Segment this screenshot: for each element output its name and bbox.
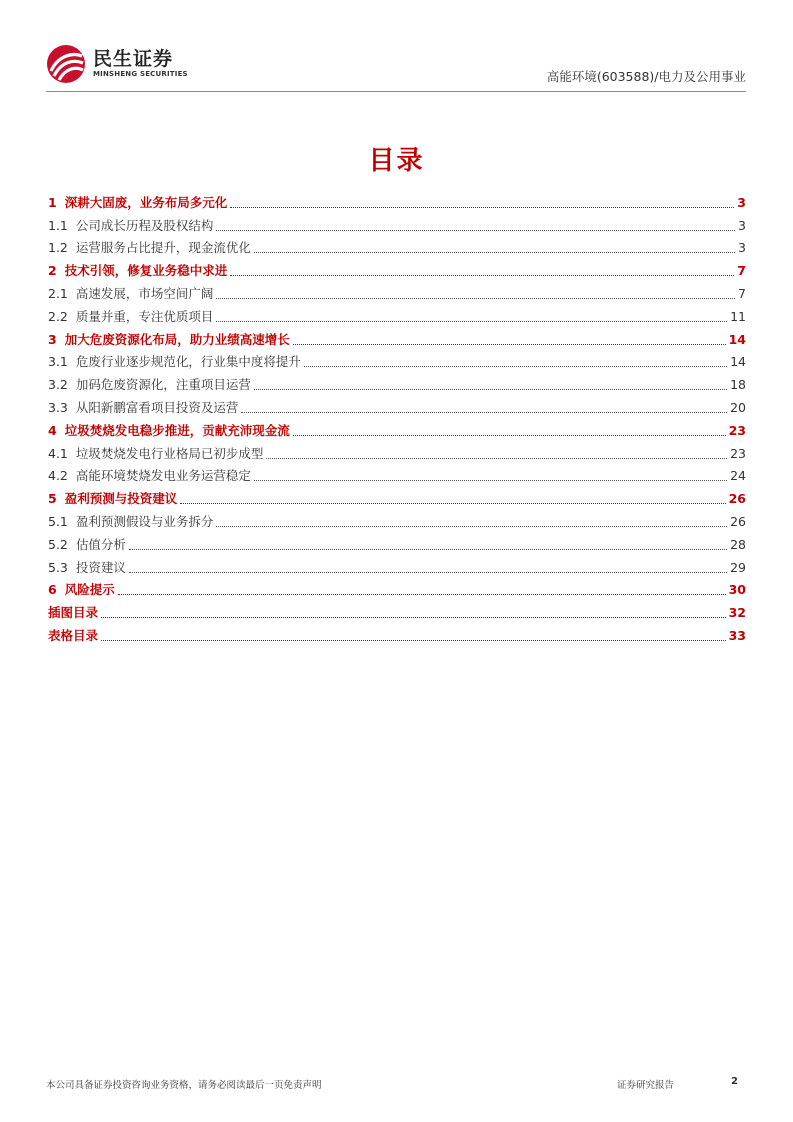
toc-entry-section[interactable] <box>48 532 746 555</box>
table-of-contents <box>48 190 746 646</box>
toc-entry-label <box>48 514 213 532</box>
toc-dot-leader <box>101 617 726 618</box>
toc-entry-number: 1.2 <box>48 240 68 256</box>
toc-entry-page: 20 <box>730 399 746 415</box>
toc-entry-text: 插图目录 <box>48 605 99 621</box>
toc-entry-section[interactable] <box>48 372 746 395</box>
toc-entry-number: 3.1 <box>48 354 68 370</box>
toc-entry-text: 高能环境焚烧发电业务运营稳定 <box>75 468 251 484</box>
toc-entry-label <box>48 491 177 509</box>
toc-dot-leader <box>216 298 735 299</box>
toc-entry-section[interactable] <box>48 555 746 578</box>
toc-entry-text: 盈利预测与投资建议 <box>64 491 178 507</box>
toc-entry-page: 18 <box>730 377 746 393</box>
toc-entry-label <box>48 332 290 350</box>
toc-dot-leader <box>254 480 727 481</box>
toc-entry-text: 质量并重，专注优质项目 <box>75 308 214 324</box>
toc-entry-section[interactable] <box>48 464 746 487</box>
toc-entry-page: 7 <box>738 285 746 301</box>
toc-entry-text: 风险提示 <box>64 582 115 598</box>
toc-entry-number: 3 <box>48 331 57 347</box>
toc-dot-leader <box>293 344 726 345</box>
header-divider <box>46 91 746 92</box>
toc-dot-leader <box>230 275 734 276</box>
toc-dot-leader <box>266 458 727 459</box>
footer-report-type: 证券研究报告 <box>617 1080 675 1091</box>
logo-chinese-name: 民生证券 <box>93 48 174 70</box>
toc-entry-label <box>48 468 251 486</box>
toc-dot-leader <box>216 321 727 322</box>
toc-entry-page: 14 <box>728 331 746 347</box>
toc-dot-leader <box>293 435 726 436</box>
toc-entry-page: 32 <box>728 605 746 621</box>
toc-entry-label <box>48 263 227 281</box>
toc-entry-page: 3 <box>737 194 746 210</box>
toc-entry-number: 1 <box>48 194 57 210</box>
toc-dot-leader <box>304 366 727 367</box>
toc-entry-text: 垃圾焚烧发电行业格局已初步成型 <box>75 445 264 461</box>
toc-entry-page: 7 <box>737 263 746 279</box>
toc-entry-page: 30 <box>728 582 746 598</box>
toc-entry-section[interactable] <box>48 350 746 373</box>
toc-entry-chapter[interactable] <box>48 578 746 601</box>
toc-entry-number: 2.1 <box>48 285 68 301</box>
toc-dot-leader <box>254 389 727 390</box>
toc-entry-chapter[interactable] <box>48 190 746 213</box>
toc-entry-page: 29 <box>730 559 746 575</box>
page-title: 目录 <box>368 146 425 176</box>
toc-entry-text: 加大危废资源化布局，助力业绩高速增长 <box>64 331 290 347</box>
toc-entry-section[interactable] <box>48 281 746 304</box>
toc-entry-number: 5.3 <box>48 559 68 575</box>
toc-entry-label <box>48 423 290 441</box>
toc-entry-text: 危废行业逐步规范化，行业集中度将提升 <box>75 354 301 370</box>
footer-page-number: 2 <box>731 1076 738 1087</box>
toc-dot-leader <box>101 640 726 641</box>
toc-entry-label <box>48 195 227 213</box>
toc-entry-label <box>48 240 251 258</box>
toc-dot-leader <box>180 503 725 504</box>
toc-dot-leader <box>118 594 726 595</box>
toc-dot-leader <box>129 549 727 550</box>
toc-entry-label <box>48 286 213 304</box>
toc-dot-leader <box>241 412 727 413</box>
toc-entry-text: 估值分析 <box>75 536 126 552</box>
toc-entry-text: 表格目录 <box>48 627 99 643</box>
toc-entry-page: 11 <box>730 308 746 324</box>
toc-entry-number: 2.2 <box>48 308 68 324</box>
toc-entry-text: 运营服务占比提升，现金流优化 <box>75 240 251 256</box>
toc-entry-text: 加码危废资源化，注重项目运营 <box>75 377 251 393</box>
toc-entry-label <box>48 605 98 623</box>
toc-entry-text: 盈利预测假设与业务拆分 <box>75 513 214 529</box>
toc-entry-number: 5 <box>48 491 57 507</box>
toc-entry-text: 高速发展，市场空间广阔 <box>75 285 214 301</box>
toc-entry-page: 26 <box>730 513 746 529</box>
toc-entry-page: 28 <box>730 536 746 552</box>
toc-entry-section[interactable] <box>48 236 746 259</box>
toc-dot-leader <box>216 230 735 231</box>
toc-entry-number: 4.2 <box>48 468 68 484</box>
toc-entry-text: 技术引领，修复业务稳中求进 <box>64 263 228 279</box>
toc-entry-page: 3 <box>738 240 746 256</box>
toc-entry-label <box>48 582 115 600</box>
toc-dot-leader <box>216 526 727 527</box>
toc-entry-text: 投资建议 <box>75 559 126 575</box>
toc-dot-leader <box>129 572 727 573</box>
toc-entry-text: 从阳新鹏富看项目投资及运营 <box>75 399 239 415</box>
toc-entry-label <box>48 537 126 555</box>
footer-disclaimer: 本公司具备证券投资咨询业务资格，请务必阅读最后一页免责声明 <box>46 1080 322 1091</box>
toc-dot-leader <box>230 207 734 208</box>
toc-entry-number: 4.1 <box>48 445 68 461</box>
toc-entry-number: 2 <box>48 263 57 279</box>
toc-entry-number: 4 <box>48 422 57 438</box>
toc-entry-number: 3.3 <box>48 399 68 415</box>
toc-entry-section[interactable] <box>48 304 746 327</box>
toc-entry-page: 24 <box>730 468 746 484</box>
toc-entry-chapter[interactable] <box>48 623 746 646</box>
toc-entry-label <box>48 446 263 464</box>
page-header <box>46 42 746 94</box>
toc-entry-label <box>48 218 213 236</box>
toc-entry-section[interactable] <box>48 395 746 418</box>
toc-entry-page: 23 <box>728 422 746 438</box>
toc-entry-label <box>48 309 213 327</box>
toc-entry-text: 垃圾焚烧发电稳步推进，贡献充沛现金流 <box>64 422 290 438</box>
toc-entry-number: 1.1 <box>48 217 68 233</box>
toc-entry-chapter[interactable] <box>48 486 746 509</box>
header-stock-info: 高能环境(603588)/电力及公用事业 <box>546 69 746 84</box>
toc-entry-section[interactable] <box>48 441 746 464</box>
toc-entry-text: 深耕大固废，业务布局多元化 <box>64 194 228 210</box>
logo-english-name: MINSHENG SECURITIES <box>93 70 188 78</box>
toc-entry-page: 23 <box>730 445 746 461</box>
toc-entry-page: 33 <box>728 627 746 643</box>
toc-entry-section[interactable] <box>48 213 746 236</box>
toc-entry-label <box>48 354 301 372</box>
minsheng-logo-icon <box>46 44 86 84</box>
toc-entry-text: 公司成长历程及股权结构 <box>75 217 214 233</box>
toc-dot-leader <box>254 252 735 253</box>
toc-entry-label <box>48 560 126 578</box>
toc-entry-page: 3 <box>738 217 746 233</box>
toc-entry-number: 3.2 <box>48 377 68 393</box>
toc-entry-chapter[interactable] <box>48 258 746 281</box>
toc-entry-number: 5.2 <box>48 536 68 552</box>
toc-entry-section[interactable] <box>48 509 746 532</box>
toc-entry-label <box>48 628 98 646</box>
toc-entry-label <box>48 400 238 418</box>
toc-entry-chapter[interactable] <box>48 327 746 350</box>
toc-entry-number: 5.1 <box>48 513 68 529</box>
company-logo <box>46 42 196 86</box>
toc-entry-number: 6 <box>48 582 57 598</box>
toc-entry-page: 26 <box>728 491 746 507</box>
toc-entry-label <box>48 377 251 395</box>
toc-entry-chapter[interactable] <box>48 418 746 441</box>
toc-entry-chapter[interactable] <box>48 600 746 623</box>
toc-entry-page: 14 <box>730 354 746 370</box>
